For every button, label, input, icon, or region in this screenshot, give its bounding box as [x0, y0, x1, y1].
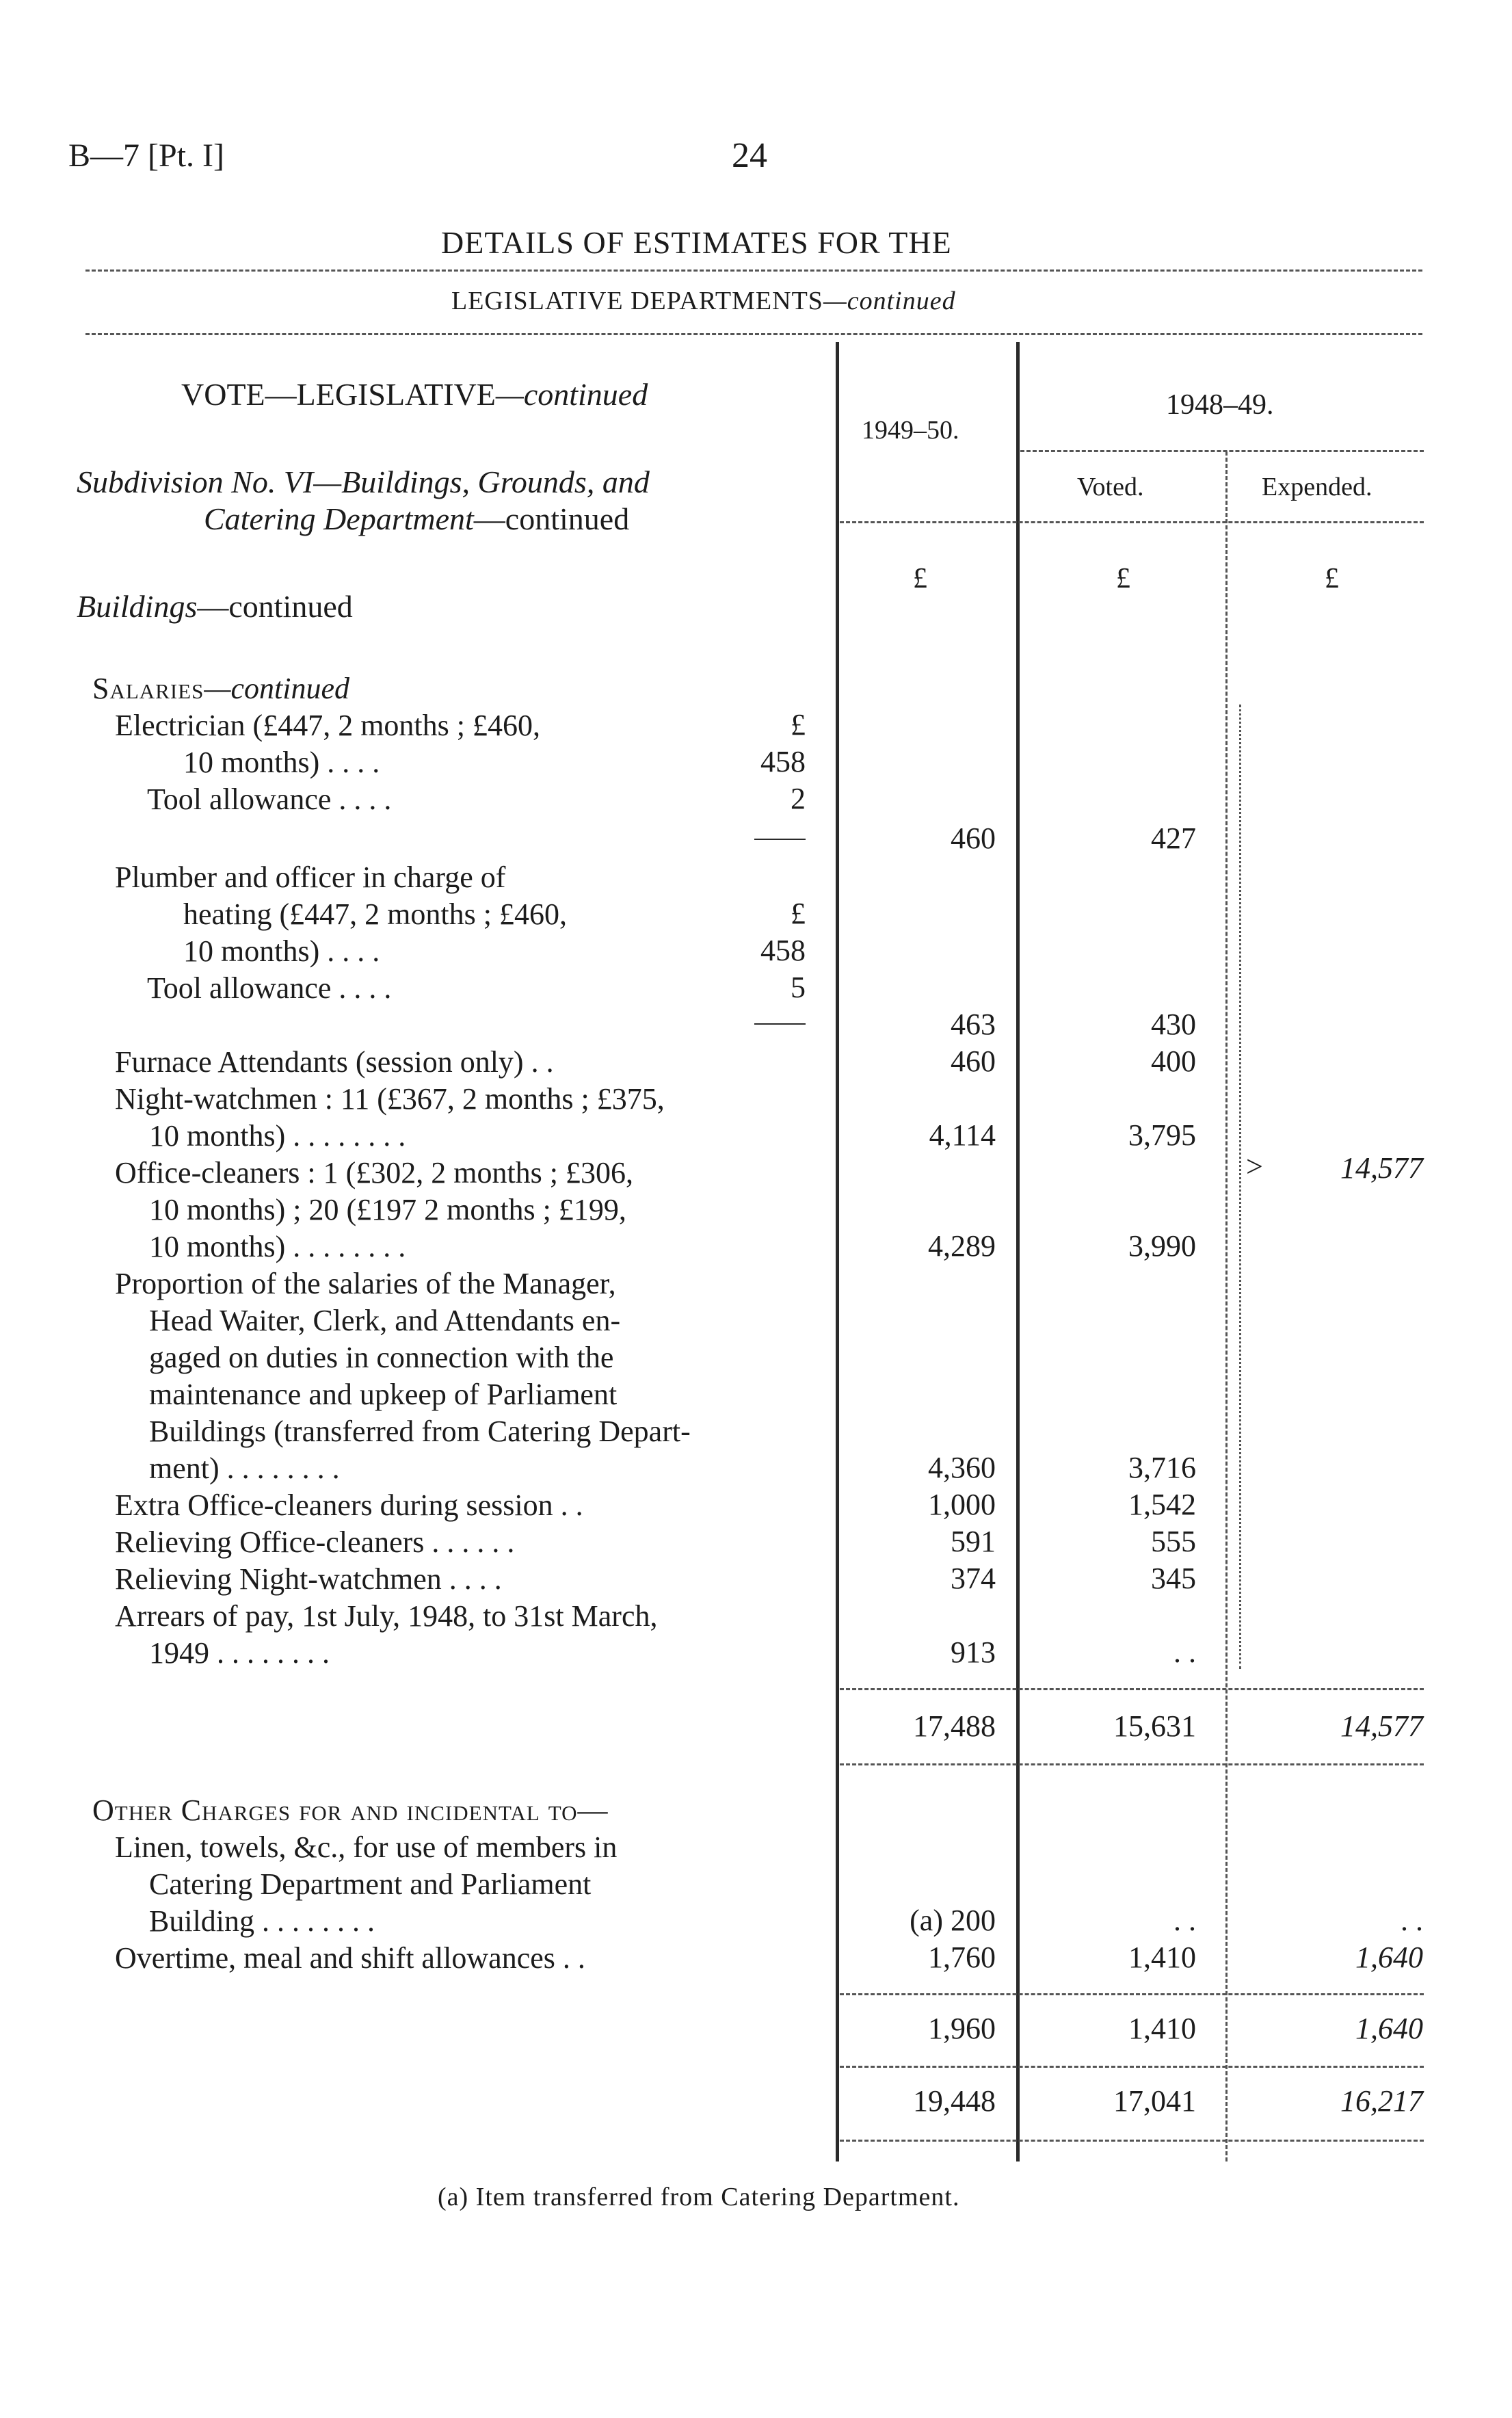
title-divider	[85, 270, 1422, 272]
salaries-heading	[92, 670, 349, 707]
salary-item-7-line-1: 1949 . . . . . . . .	[149, 1636, 330, 1670]
plumber-line2: heating (£447, 2 months ; £460,	[183, 897, 567, 931]
salaries-heading-continued: —continued	[204, 672, 349, 705]
grand-total-expended: 16,217	[1340, 2084, 1423, 2118]
salary-item-2-line-1: 10 months) ; 20 (£197 2 months ; £199,	[149, 1193, 626, 1226]
salary-item-2-voted: 3,990	[1128, 1229, 1196, 1263]
salary-item-5-voted: 555	[1151, 1525, 1196, 1558]
salary-item-1-1949: 4,114	[929, 1118, 996, 1152]
tool-allowance-2-amount: 5	[791, 971, 806, 1004]
tool-allowance-1: Tool allowance . . . .	[147, 783, 392, 816]
salaries-total-rule-bottom	[840, 1763, 1424, 1765]
subtotal-rule-1	[754, 839, 806, 840]
electrician-line1: Electrician (£447, 2 months ; £460,	[115, 709, 540, 742]
salary-item-7-line-0: Arrears of pay, 1st July, 1948, to 31st March,	[115, 1599, 658, 1633]
tool-allowance-2: Tool allowance . . . .	[147, 971, 392, 1005]
linen-1949: (a) 200	[910, 1904, 996, 1937]
column-header-voted: Voted.	[1077, 473, 1144, 501]
salary-item-3-line-5: ment) . . . . . . . .	[149, 1451, 340, 1485]
other-total-rule-bottom	[840, 2066, 1424, 2068]
currency-symbol-expended: £	[1325, 563, 1339, 594]
salary-item-7-voted: . .	[1173, 1635, 1196, 1669]
report-reference: B—7 [Pt. I]	[68, 137, 224, 174]
page-title: DETAILS OF ESTIMATES FOR THE	[441, 225, 952, 260]
buildings-heading-rest: —continued	[197, 589, 353, 624]
salaries-heading-label: Salaries	[92, 672, 204, 705]
plumber-amount: 458	[760, 934, 806, 967]
linen-line3: Building . . . . . . . .	[149, 1904, 375, 1938]
salary-item-3-voted: 3,716	[1128, 1451, 1196, 1484]
buildings-heading-italic: Buildings	[77, 589, 198, 624]
salary-item-2-line-0: Office-cleaners : 1 (£302, 2 months ; £306,	[115, 1156, 634, 1190]
salary-item-7-1949: 913	[951, 1635, 996, 1669]
subtotal-rule-2	[754, 1023, 806, 1025]
other-total-rule-top	[840, 1993, 1424, 1995]
page-number: 24	[732, 136, 767, 175]
linen-expended: . .	[1401, 1904, 1423, 1937]
overtime-1949: 1,760	[928, 1941, 996, 1974]
salary-item-5-line-0: Relieving Office-cleaners . . . . . .	[115, 1525, 515, 1559]
salary-item-3-line-3: maintenance and upkeep of Parliament	[149, 1378, 618, 1411]
buildings-heading	[77, 588, 353, 625]
overtime-expended: 1,640	[1355, 1941, 1423, 1974]
grand-total-rule	[840, 2140, 1424, 2142]
salaries-total-expended: 14,577	[1340, 1709, 1423, 1743]
other-charges-heading-dash: —	[577, 1793, 608, 1827]
electrician-line2: 10 months) . . . .	[183, 746, 380, 779]
column-rule-middle	[1016, 342, 1020, 2161]
vote-heading-main: VOTE—LEGISLATIVE	[181, 377, 496, 412]
salaries-total-1949: 17,488	[913, 1709, 996, 1743]
salary-item-1-voted: 3,795	[1128, 1118, 1196, 1152]
linen-line2: Catering Department and Parliament	[149, 1867, 592, 1901]
electrician-amount: 458	[760, 745, 806, 778]
subdivision-heading-line1: Subdivision No. VI—Buildings, Grounds, and	[77, 464, 650, 499]
salary-item-5-1949: 591	[951, 1525, 996, 1558]
electrician-total-voted: 427	[1151, 822, 1196, 855]
currency-symbol-1949: £	[913, 563, 927, 594]
salary-item-3-line-2: gaged on duties in connection with the	[149, 1341, 614, 1374]
year-header-divider	[1020, 450, 1424, 452]
vote-heading-continued: —continued	[495, 377, 648, 412]
salary-item-1-line-0: Night-watchmen : 11 (£367, 2 months ; £375,	[115, 1082, 665, 1116]
plumber-total-1949: 463	[951, 1008, 996, 1041]
subtitle-divider	[85, 333, 1422, 335]
brace-point: >	[1246, 1150, 1263, 1183]
salary-item-1-line-1: 10 months) . . . . . . . .	[149, 1119, 406, 1153]
salary-item-3-line-0: Proportion of the salaries of the Manager,	[115, 1267, 616, 1300]
column-header-1949-50: 1949–50.	[862, 416, 959, 445]
linen-line1: Linen, towels, &c., for use of members in	[115, 1830, 618, 1864]
overtime-voted: 1,410	[1128, 1941, 1196, 1974]
subtitle-main: LEGISLATIVE DEPARTMENTS	[451, 287, 823, 315]
linen-voted: . .	[1173, 1904, 1196, 1937]
column-header-divider	[840, 521, 1424, 523]
salary-item-6-line-0: Relieving Night-watchmen . . . .	[115, 1562, 502, 1596]
other-total-voted: 1,410	[1128, 2012, 1196, 2045]
other-total-expended: 1,640	[1355, 2012, 1423, 2045]
plumber-pound-sign: £	[791, 897, 806, 930]
subdivision-heading-italic: Catering Department	[204, 501, 474, 536]
electrician-total-1949: 460	[951, 822, 996, 855]
subdivision-heading-line2	[204, 501, 629, 537]
salary-item-0-1949: 460	[951, 1044, 996, 1078]
column-header-1948-49: 1948–49.	[1166, 389, 1274, 421]
column-rule-left	[836, 342, 839, 2161]
plumber-line3: 10 months) . . . .	[183, 934, 380, 968]
other-charges-heading	[92, 1792, 608, 1829]
salary-item-4-line-0: Extra Office-cleaners during session . .	[115, 1488, 583, 1522]
column-header-expended: Expended.	[1262, 473, 1372, 501]
other-total-1949: 1,960	[928, 2012, 996, 2045]
grand-total-voted: 17,041	[1113, 2084, 1196, 2118]
subtitle-continued: —continued	[823, 287, 956, 315]
salary-item-4-1949: 1,000	[928, 1488, 996, 1521]
tool-allowance-1-amount: 2	[791, 782, 806, 815]
salary-item-3-line-4: Buildings (transferred from Catering Depart-	[149, 1415, 691, 1448]
salary-item-4-voted: 1,542	[1128, 1488, 1196, 1521]
salary-item-2-line-2: 10 months) . . . . . . . .	[149, 1230, 406, 1263]
plumber-total-voted: 430	[1151, 1008, 1196, 1041]
salary-item-6-voted: 345	[1151, 1562, 1196, 1595]
expended-brace	[1239, 705, 1241, 1669]
overtime-label: Overtime, meal and shift allowances . .	[115, 1941, 585, 1975]
salaries-expended-bracket: 14,577	[1340, 1151, 1423, 1185]
other-charges-heading-label: Other Charges for and incidental to	[92, 1793, 578, 1827]
grand-total-1949: 19,448	[913, 2084, 996, 2118]
salary-item-3-1949: 4,360	[928, 1451, 996, 1484]
salary-item-2-1949: 4,289	[928, 1229, 996, 1263]
subdivision-heading-rest: —continued	[473, 501, 630, 536]
salaries-total-voted: 15,631	[1113, 1709, 1196, 1743]
salary-item-0-voted: 400	[1151, 1044, 1196, 1078]
electrician-pound-sign: £	[791, 708, 806, 741]
plumber-line1: Plumber and officer in charge of	[115, 860, 506, 894]
salary-item-0-line-0: Furnace Attendants (session only) . .	[115, 1045, 554, 1079]
page-subtitle	[451, 286, 956, 316]
vote-heading	[181, 376, 648, 412]
salary-item-6-1949: 374	[951, 1562, 996, 1595]
salary-item-3-line-1: Head Waiter, Clerk, and Attendants en-	[149, 1304, 621, 1337]
salaries-total-rule-top	[840, 1688, 1424, 1690]
column-rule-voted-expended	[1225, 451, 1228, 2161]
currency-symbol-voted: £	[1116, 563, 1130, 594]
footnote: (a) Item transferred from Catering Department.	[438, 2183, 960, 2211]
